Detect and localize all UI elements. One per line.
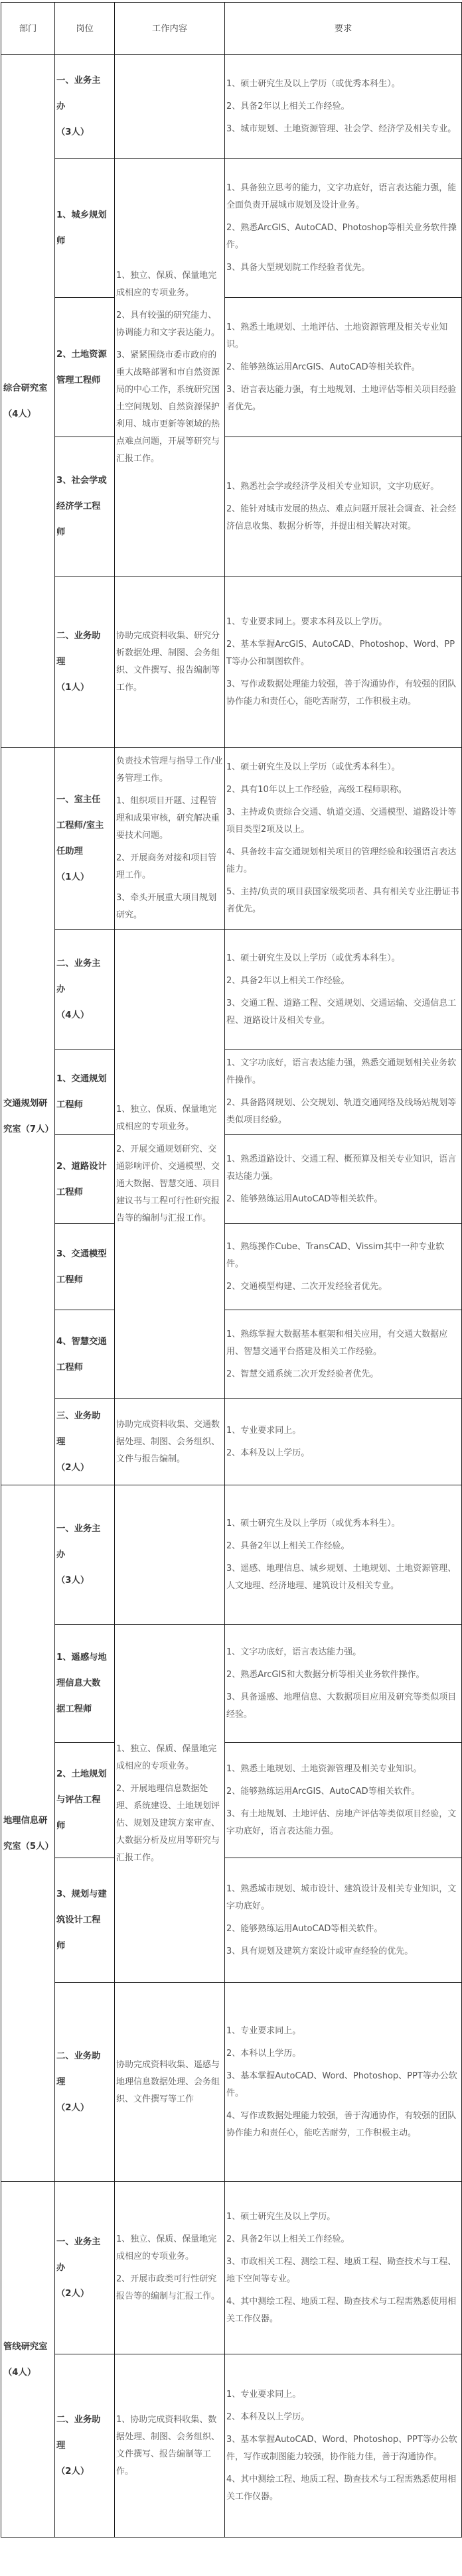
position-title: 2、土地资源: [56, 349, 107, 360]
header-row: [1, 3, 462, 55]
position-title: 筑设计工程: [56, 1915, 101, 1925]
position-title: 据工程师: [56, 1704, 92, 1714]
department-cell: [1, 748, 55, 1485]
position-title: 一、业务主: [56, 2237, 101, 2247]
requirements-cell: [225, 1050, 462, 1135]
work-item: 2、开展地理信息数据处理、系统建设、土地规划评估、规划及建筑方案审查、大数据分析及应用等研究与汇报工作。: [116, 1783, 220, 1863]
requirement-item: 3、主持或负责综合交通、轨道交通、交通模型、道路设计等项目类型2项及以上。: [226, 807, 457, 835]
position-title: 3、交通模型: [56, 1249, 107, 1259]
work-item: 协助完成资料收集、遥感与地理信息数据处理、会务组织、文件撰写等工作: [116, 2059, 220, 2104]
position-cell: [55, 1625, 115, 1743]
requirements-cell: [225, 1625, 462, 1743]
position-title: 管理工程师: [56, 375, 101, 385]
work-content-cell: [115, 576, 225, 748]
table-row: [1, 1224, 462, 1310]
requirement-item: 1、专业要求同上。要求本科及以上学历。: [226, 616, 388, 627]
work-content-cell: [115, 748, 225, 930]
requirement-item: 3、市政相关工程、测绘工程、地质工程、勘查技术与工程、地下空间等专业。: [226, 2256, 457, 2284]
work-item: 2、开展交通规划研究、交通影响评价、交通模型、交通大数据、智慧交通、项目建议书与工程可行性研究报告等的编制与汇报工作。: [116, 1144, 220, 1223]
requirement-item: 1、硕士研究生及以上学历（或优秀本科生）。: [226, 78, 400, 89]
requirement-item: 2、具备2年以上相关工作经验。: [226, 2234, 350, 2244]
table-row: [1, 1135, 462, 1224]
work-item: 2、具有较强的研究能力、协调能力和文字表达能力。: [116, 310, 220, 338]
header-department: 部门: [1, 3, 55, 55]
work-item: 1、协助完成资料收集、数据处理、制图、会务组织、文件撰写、报告编制等工作。: [116, 2414, 220, 2476]
position-count: （4人）: [56, 1010, 90, 1020]
requirement-item: 4、具备较丰富交通规划相关项目的管理经验和较强语言表达能力。: [226, 847, 457, 874]
requirement-item: 3、写作或数据处理能力较强，善于沟通协作，有较强的团队协作能力和责任心，能吃苦耐劳，工作积极主动。: [226, 679, 457, 707]
requirements-cell: [225, 1743, 462, 1858]
table-row: [1, 55, 462, 159]
position-title: 理: [56, 2441, 66, 2451]
position-cell: [55, 930, 115, 1050]
requirement-item: 2、基本掌握ArcGIS、AutoCAD、Photoshop、Word、PPT等办公和制图软件。: [226, 639, 455, 667]
position-title: 4、智慧交通: [56, 1336, 107, 1347]
work-item: 1、独立、保质、保量地完成相应的专项业务。: [116, 270, 217, 298]
requirement-item: 2、熟悉ArcGIS和大数据分析等相关业务软件操作。: [226, 1669, 425, 1680]
position-title: 师: [56, 1941, 66, 1951]
requirement-item: 2、能针对城市发展的热点、难点问题开展社会调查、社会经济信息收集、数据分析等，并提出相关解决对策。: [226, 504, 457, 531]
requirements-cell: [225, 1135, 462, 1224]
position-title: 3、规划与建: [56, 1889, 107, 1899]
table-row: [1, 2182, 462, 2354]
position-cell: [55, 55, 115, 159]
position-title: 经济学工程: [56, 502, 101, 511]
requirements-cell: [225, 298, 462, 437]
position-count: （2人）: [56, 1463, 90, 1473]
work-content-cell: [115, 1983, 225, 2182]
position-count: （3人）: [56, 1576, 90, 1586]
position-title: 工程师: [56, 1362, 83, 1373]
requirements-cell: [225, 1858, 462, 1983]
department-name: 综合研究室: [3, 383, 48, 393]
position-title: 二、业务助: [56, 2415, 101, 2425]
work-item: 3、紧紧围绕市委市政府的重大战略部署和市自然资源局的中心工作，系统研究国土空间规划、自然资源保护利用、城市更新等领域的热点难点问题，开展等研究与汇报工作。: [116, 350, 220, 464]
work-content-cell: [115, 159, 225, 576]
position-cell: [55, 1399, 115, 1485]
requirements-cell: [225, 55, 462, 159]
position-count: （1人）: [56, 872, 90, 882]
requirement-item: 1、文字功底好，语言表达能力强，熟悉交通规划相关业务软件操作。: [226, 1058, 457, 1085]
position-title: 理信息大数: [56, 1678, 101, 1688]
position-title: 办: [56, 984, 66, 994]
table-row: [1, 298, 462, 437]
position-title: 工程师: [56, 1187, 83, 1197]
table-row: [1, 1310, 462, 1399]
department-cell: [1, 55, 55, 748]
requirement-item: 1、专业要求同上。: [226, 1425, 301, 1436]
table-row: [1, 1743, 462, 1858]
requirement-item: 3、语言表达能力强，有土地规划、土地评估等相关项目经验者优先。: [226, 384, 457, 412]
work-item: 协助完成资料收集、研究分析数据处理、制图、会务组织、文件撰写、报告编制等工作。: [116, 630, 220, 693]
requirement-item: 1、熟练操作Cube、TransCAD、Vissim其中一种专业软件。: [226, 1241, 445, 1269]
department-name: 交通规划研究室（7人）: [3, 1098, 54, 1134]
recruitment-table: [1, 2, 462, 2538]
work-item: 1、独立、保质、保量地完成相应的专项业务。: [116, 1105, 217, 1132]
position-title: 办: [56, 2263, 66, 2273]
position-count: （1人）: [56, 683, 90, 693]
requirement-item: 4、其中测绘工程、地质工程、勘查技术与工程需熟悉使用相关工作仪器。: [226, 2474, 457, 2502]
position-cell: [55, 1743, 115, 1858]
position-title: 办: [56, 102, 66, 111]
position-title: 师: [56, 1821, 66, 1831]
requirement-item: 2、本科以上学历。: [226, 2048, 301, 2059]
table-row: [1, 159, 462, 298]
position-title: 理: [56, 1437, 66, 1447]
header-work-content: 工作内容: [115, 3, 225, 55]
requirement-item: 1、熟悉城市规划、城市设计、建筑设计及相关专业知识，文字功底好。: [226, 1883, 457, 1911]
requirements-cell: [225, 1224, 462, 1310]
table-row: [1, 1625, 462, 1743]
requirements-cell: [225, 2182, 462, 2354]
requirement-item: 3、城市规划、土地资源管理、社会学、经济学及相关专业。: [226, 123, 457, 134]
requirement-item: 3、具备大型规划院工作经验者优先。: [226, 262, 370, 273]
position-title: 办: [56, 1550, 66, 1560]
table-row: [1, 748, 462, 930]
work-content-cell: [115, 2354, 225, 2538]
requirement-item: 1、硕士研究生及以上学历（或优秀本科生）。: [226, 953, 400, 963]
position-title: 任助理: [56, 847, 83, 856]
position-cell: [55, 2182, 115, 2354]
position-cell: [55, 1224, 115, 1310]
requirements-cell: [225, 748, 462, 930]
position-title: 3、社会学或: [56, 476, 107, 486]
department-count: （4人）: [3, 2367, 37, 2378]
requirement-item: 2、具备路网规划、公交规划、轨道交通网络及线场站规划等类似项目经验。: [226, 1098, 457, 1125]
requirement-item: 1、熟悉道路设计、交通工程、概预算及相关专业知识，语言表达能力强。: [226, 1154, 457, 1182]
requirement-item: 2、本科及以上学历。: [226, 1448, 310, 1458]
table-row: [1, 437, 462, 576]
position-title: 师: [56, 527, 66, 537]
position-title: 2、道路设计: [56, 1161, 107, 1172]
requirements-cell: [225, 159, 462, 298]
department-count: （4人）: [3, 409, 37, 419]
requirement-item: 2、能够熟练运用ArcGIS、AutoCAD等相关软件。: [226, 362, 420, 372]
table-row: [1, 1983, 462, 2182]
position-cell: [55, 1135, 115, 1224]
position-title: 一、业务主: [56, 1524, 101, 1534]
work-content-cell: [115, 930, 225, 1399]
requirement-item: 2、能够熟练运用AutoCAD等相关软件。: [226, 1923, 383, 1934]
position-title: 1、遥感与地: [56, 1653, 107, 1662]
work-content-cell: [115, 2182, 225, 2354]
work-content-cell: [115, 55, 225, 159]
department-cell: [1, 1485, 55, 2182]
department-name: 管线研究室: [3, 2341, 48, 2352]
requirement-item: 2、本科及以上学历。: [226, 2411, 310, 2422]
work-item: 2、开展商务对接和项目管理工作。: [116, 853, 217, 880]
position-count: （2人）: [56, 2289, 90, 2299]
requirement-item: 1、熟悉土地规划、土地资源管理及相关专业知识。: [226, 1763, 422, 1774]
requirement-item: 2、熟悉ArcGIS、AutoCAD、Photoshop等相关业务软件操作。: [226, 222, 457, 250]
position-title: 工程师: [56, 1274, 83, 1285]
position-cell: [55, 1983, 115, 2182]
requirement-item: 2、具备2年以上相关工作经验。: [226, 975, 350, 986]
requirement-item: 2、具有10年以上工作经验，高级工程师职称。: [226, 785, 407, 795]
position-title: 理: [56, 2077, 66, 2087]
work-item: 3、牵头开展重大项目规划研究。: [116, 893, 217, 920]
work-item: 1、组织项目开题、过程管理和成果审核，研究解决重要技术问题。: [116, 796, 220, 841]
requirement-item: 1、熟练掌握大数据基本框架和相关应用，有交通大数据应用、智慧交通平台搭建及相关工作经验。: [226, 1329, 448, 1357]
requirement-item: 1、专业要求同上。: [226, 2025, 301, 2036]
requirement-item: 3、具备遥感、地理信息、大数据项目应用及研究等类似项目经验。: [226, 1692, 457, 1720]
requirements-cell: [225, 1485, 462, 1625]
requirements-cell: [225, 437, 462, 576]
requirement-item: 3、基本掌握AutoCAD、Word、Photoshop、PPT等办公软件。: [226, 2070, 457, 2098]
position-count: （2人）: [56, 2103, 90, 2113]
table-row: [1, 930, 462, 1050]
work-item: 2、开展市政类可行性研究报告等的编制与汇报工作。: [116, 2273, 220, 2301]
position-cell: [55, 298, 115, 437]
requirement-item: 2、能够熟练运用ArcGIS、AutoCAD等相关软件。: [226, 1786, 420, 1796]
requirement-item: 3、具有规划及建筑方案设计或审查经验的优先。: [226, 1946, 414, 1956]
requirement-item: 1、专业要求同上。: [226, 2389, 301, 2400]
table-row: [1, 1485, 462, 1625]
table-row: [1, 1858, 462, 1983]
requirement-item: 1、熟悉土地规划、土地评估、土地资源管理及相关专业知识。: [226, 322, 448, 350]
position-title: 1、城乡规划: [56, 210, 107, 220]
work-item: 1、独立、保质、保量地完成相应的专项业务。: [116, 2234, 217, 2262]
requirement-item: 2、具备2年以上相关工作经验。: [226, 1540, 350, 1551]
position-cell: [55, 1050, 115, 1135]
requirement-item: 1、硕士研究生及以上学历（或优秀本科生）。: [226, 762, 400, 772]
position-title: 理: [56, 657, 66, 667]
work-content-cell: [115, 1625, 225, 1983]
requirement-item: 5、主持/负责的项目获国家级奖项者、具有相关专业注册证书者优先。: [226, 887, 459, 914]
position-title: 师: [56, 236, 66, 246]
position-title: 工程师/室主: [56, 821, 104, 831]
position-title: 二、业务主: [56, 959, 101, 969]
position-title: 二、业务助: [56, 631, 101, 641]
position-cell: [55, 1858, 115, 1983]
requirement-item: 1、熟悉社会学或经济学及相关专业知识，文字功底好。: [226, 481, 439, 492]
requirement-item: 2、交通模型构建、二次开发经验者优先。: [226, 1281, 388, 1292]
position-title: 二、业务助: [56, 2051, 101, 2061]
requirement-item: 3、有土地规划、土地评估、房地产评估等类似项目经验，文字功底好，语言表达能力强。: [226, 1808, 457, 1836]
position-title: 与评估工程: [56, 1795, 101, 1805]
department-cell: [1, 2182, 55, 2538]
requirement-item: 1、硕士研究生及以上学历。: [226, 2211, 336, 2222]
table-row: [1, 1399, 462, 1485]
position-title: 工程师: [56, 1100, 83, 1110]
requirement-item: 3、遥感、地理信息、城乡规划、土地规划、土地资源管理、人文地理、经济地理、建筑设计及相关专业。: [226, 1563, 457, 1591]
header-requirements: 要求: [225, 3, 462, 55]
position-cell: [55, 1485, 115, 1625]
requirements-cell: [225, 930, 462, 1050]
table-row: [1, 576, 462, 748]
position-title: 2、土地规划: [56, 1769, 107, 1779]
position-count: （3人）: [56, 127, 90, 137]
work-item: 负责技术管理与指导工作/业务管理工作。: [116, 756, 223, 783]
position-cell: [55, 1310, 115, 1399]
requirement-item: 4、写作或数据处理能力较强，善于沟通协作，有较强的团队协作能力和责任心，能吃苦耐劳，工作积极主动。: [226, 2110, 457, 2138]
position-title: 三、业务助: [56, 1411, 101, 1421]
position-title: 一、业务主: [56, 76, 101, 86]
table-row: [1, 2354, 462, 2538]
requirement-item: 2、具备2年以上相关工作经验。: [226, 101, 350, 111]
work-content-cell: [115, 1399, 225, 1485]
requirement-item: 3、交通工程、道路工程、交通规划、交通运输、交通信息工程、道路设计及相关专业。: [226, 998, 457, 1026]
position-cell: [55, 159, 115, 298]
work-item: 协助完成资料收集、交通数据处理、制图、会务组织、文件与报告编制。: [116, 1419, 220, 1464]
requirements-cell: [225, 2354, 462, 2538]
requirement-item: 4、其中测绘工程、地质工程、勘查技术与工程需熟悉使用相关工作仪器。: [226, 2296, 457, 2324]
position-cell: [55, 576, 115, 748]
position-count: （2人）: [56, 2467, 90, 2476]
requirement-item: 1、具备独立思考的能力，文字功底好，语言表达能力强，能全面负责开展城市规划及设计业务。: [226, 182, 457, 210]
requirements-cell: [225, 1310, 462, 1399]
work-item: 1、独立、保质、保量地完成相应的专项业务。: [116, 1743, 217, 1771]
position-title: 1、交通规划: [56, 1074, 107, 1084]
header-position: 岗位: [55, 3, 115, 55]
requirements-cell: [225, 1983, 462, 2182]
table-row: [1, 1050, 462, 1135]
requirements-cell: [225, 1399, 462, 1485]
position-cell: [55, 748, 115, 930]
requirement-item: 1、硕士研究生及以上学历（或优秀本科生）。: [226, 1518, 400, 1528]
requirements-cell: [225, 576, 462, 748]
requirement-item: 2、能够熟练运用AutoCAD等相关软件。: [226, 1193, 383, 1204]
department-name: 地理信息研究室（5人）: [3, 1815, 54, 1852]
work-content-cell: [115, 1485, 225, 1625]
requirement-item: 3、基本掌握AutoCAD、Word、Photoshop、PPT等办公软件，写作或制图能力较强，协作能力佳，善于沟通协作。: [226, 2434, 457, 2462]
position-cell: [55, 437, 115, 576]
requirement-item: 1、文字功底好，语言表达能力强。: [226, 1647, 362, 1657]
position-title: 一、室主任: [56, 795, 101, 805]
requirement-item: 2、智慧交通系统二次开发经验者优先。: [226, 1369, 379, 1379]
position-cell: [55, 2354, 115, 2538]
